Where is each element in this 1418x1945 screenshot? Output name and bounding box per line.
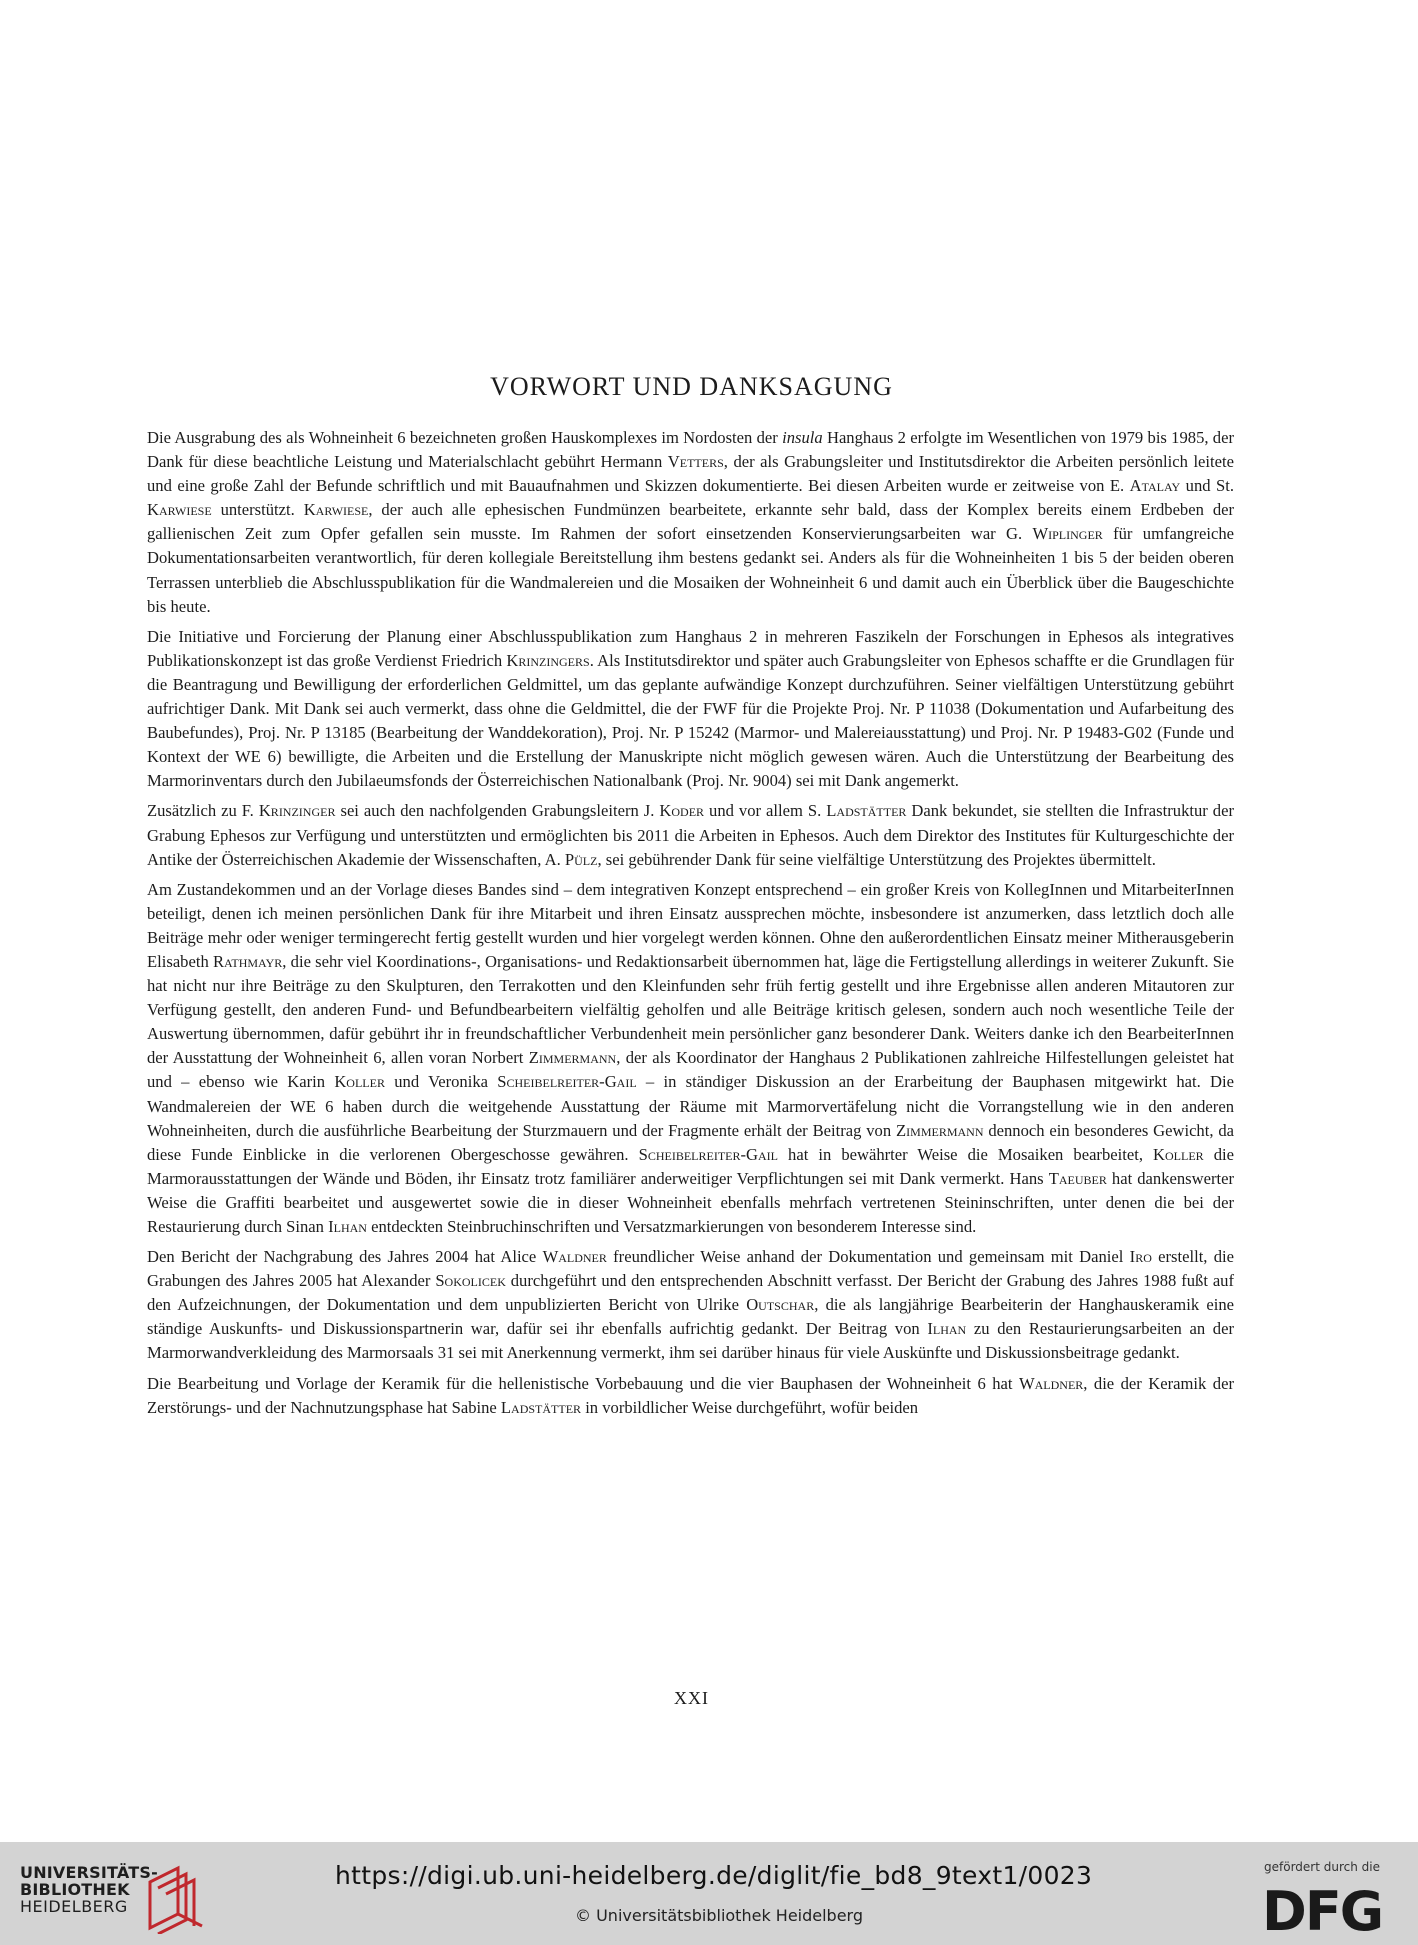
- paragraph-text: , die der Keramik der Zerstörungs- und der Nachnutzungsphase hat Sabine: [147, 1373, 1234, 1417]
- dfg-logo-icon: [1262, 1880, 1402, 1936]
- library-name-line3: HEIDELBERG: [20, 1897, 128, 1916]
- funding-caption: gefördert durch die: [1264, 1860, 1380, 1874]
- library-wordmark: [20, 1864, 158, 1915]
- paragraph-text: freundlicher Weise anhand der Dokumentation und gemeinsam mit Daniel: [606, 1247, 1130, 1267]
- library-book-icon: [142, 1862, 212, 1934]
- page-title: VORWORT UND DANKSAGUNG: [490, 372, 893, 401]
- author-name: Sokolicek: [435, 1271, 506, 1291]
- paragraph-text: Die Ausgrabung des als Wohneinheit 6 bezeichneten großen Hauskomplexes im Nordosten der: [147, 428, 783, 447]
- dfg-funding-logo[interactable]: [1262, 1860, 1402, 1940]
- page-url-link[interactable]: https://digi.ub.uni-heidelberg.de/diglit/fie_bd8_9text1/0023: [335, 1861, 1093, 1890]
- author-name: Ilhan: [927, 1319, 967, 1339]
- library-name-line2: BIBLIOTHEK: [20, 1880, 130, 1899]
- author-name: Scheibelreiter-Gail: [497, 1072, 637, 1092]
- paragraph-text: dennoch ein besonderes Gewicht, da diese Funde Einblicke in die verlorenen Obergeschosse gewähren.: [147, 1120, 1235, 1164]
- paragraph: [147, 878, 1234, 1239]
- paragraph-text: , der auch alle ephesischen Fundmünzen bearbeitete, erkannte sehr bald, dass der Komplex bereits einem Erdbeben der gallienischen Zeit zum Opfer gefallen sein musste. Im Rahmen der sofort einsetzenden Konservierungsarbeiten war G.: [147, 500, 1235, 544]
- paragraph-text: unterstützt.: [211, 500, 304, 520]
- author-name: Rathmayr: [212, 951, 283, 971]
- paragraph-text: , die als langjährige Bearbeiterin der Hanghauskeramik eine ständige Auskunfts- und Diskussionspartnerin war, dafür sei ihr ebenfalls aufrichtig gedankt. Der Beitrag von: [147, 1295, 1234, 1339]
- paragraph-text: zu den Restaurierungsarbeiten an der Marmorwandverkleidung des Marmorsaals 31 sei mit Anerkennung vermerkt, ihm sei darüber hinaus für viele Auskünfte und Diskussionsbeitrage gedankt.: [147, 1319, 1234, 1363]
- paragraph: [147, 426, 1234, 619]
- paragraph-text: die Marmorausstattungen der Wände und Böden, ihr Einsatz trotz familiärer anderweitiger Verpflichtungen sei mit Dank vermerkt. Hans: [147, 1144, 1235, 1188]
- italic-term: insula: [782, 428, 823, 447]
- paragraph-text: hat dankenswerter Weise die Graffiti bearbeitet und ausgewertet sowie die in dieser Wohneinheit ebenfalls mehrfach vertretenen Steininschriften, unter denen die bei der Restaurierung durch Sinan: [147, 1168, 1234, 1236]
- author-name: Iro: [1129, 1247, 1152, 1267]
- author-name: Atalay: [1129, 476, 1181, 496]
- university-library-logo[interactable]: [20, 1862, 200, 1932]
- paragraph-text: Zusätzlich zu F.: [147, 801, 259, 821]
- author-name: Vetters: [667, 452, 724, 472]
- paragraph: [147, 799, 1234, 871]
- paragraph-text: , die sehr viel Koordinations-, Organisations- und Redaktionsarbeit übernommen hat, läge die Fertigstellung allerdings in weiterer Zukunft. Sie hat nicht nur ihre Beiträge zu den Skulpturen, den Terrakotten und den Kleinfunden sehr früh fertig gestellt und ihre Ergebnisse allen anderen Mitautoren zur Verfügung gestellt, den anderen Fund- und Befundbearbeitern vielfältig geholfen und alle Beiträge kritisch gelesen, sondern auch noch wesentliche Teile der Auswertung übernommen, dafür gebührt ihr in freundschaftlicher Verbundenheit mein persönlicher ganz besonderer Dank. Weiters danke ich den BearbeiterInnen der Ausstattung der Wohneinheit 6, allen voran Norbert: [147, 951, 1234, 1068]
- paragraph-text: , der als Grabungsleiter und Institutsdirektor die Arbeiten persönlich leitete und eine große Zahl der Befunde schriftlich und mit Bauaufnahmen und Skizzen dokumentierte. Bei diesen Arbeiten wurde er zeitweise von E.: [147, 452, 1234, 496]
- author-name: Wiplinger: [1032, 524, 1103, 544]
- author-name: Zimmermann: [896, 1120, 984, 1140]
- paragraph-text: hat in bewährter Weise die Mosaiken bearbeitet,: [777, 1144, 1154, 1164]
- author-name: Krinzinger: [258, 801, 336, 821]
- author-name: Koller: [334, 1072, 385, 1092]
- author-name: Zimmermann: [528, 1048, 617, 1068]
- paragraph-text: Den Bericht der Nachgrabung des Jahres 2004 hat Alice: [147, 1247, 543, 1267]
- paragraph: [147, 1245, 1234, 1365]
- page-number: XXI: [674, 1688, 709, 1708]
- author-name: Scheibelreiter-Gail: [638, 1144, 778, 1164]
- paragraph-text: . Als Institutsdirektor und später auch Grabungsleiter von Ephesos schaffte er die Grundlagen für die Beantragung und Bewilligung der erforderlichen Geldmittel, um das geplante aufwändige Konzept durchzuführen. Seiner vielfältigen Unterstützung gebührt aufrichtiger Dank. Mit Dank sei auch vermerkt, dass ohne die Geldmittel, die der FWF für die Projekte Proj. Nr. P 11038 (Dokumentation und Aufarbeitung des Baubefundes), Proj. Nr. P 13185 (Bearbeitung der Wanddekoration), Proj. Nr. P 15242 (Marmor- und Malereiausstattung) und Proj. Nr. P 19483-G02 (Funde und Kontext der WE 6) bewilligte, die Arbeiten und die Erstellung der Manuskripte nicht möglich gewesen wären. Auch die Unterstützung der Bearbeitung des Marmorinventars durch den Jubilaeumsfonds der Österreichischen Nationalbank (Proj. Nr. 9004) sei mit Dank angemerkt.: [147, 650, 1234, 791]
- paragraph-text: sei auch den nachfolgenden Grabungsleitern J.: [335, 801, 660, 821]
- author-name: Outschar: [746, 1295, 815, 1315]
- paragraph-text: erstellt, die Grabungen des Jahres 2005 hat Alexander: [147, 1247, 1234, 1291]
- paragraph-text: – in ständiger Diskussion an der Erarbeitung der Bauphasen mitgewirkt hat. Die Wandmalereien der WE 6 haben durch die weitgehende Ausstattung der Räume mit Marmorvertäfelung nicht die Vorrangstellung wie in den anderen Wohneinheiten, durch die ausführliche Bearbeitung der Sturzmauern und der Fragmente erhält der Beitrag von: [147, 1072, 1235, 1140]
- paragraph-text: und Veronika: [384, 1072, 498, 1092]
- author-name: Koder: [659, 801, 705, 821]
- paragraph-text: durchgeführt und den entsprechenden Abschnitt verfasst. Der Bericht der Grabung des Jahres 1988 fußt auf den Aufzeichnungen, der Dokumentation und dem unpublizierten Bericht von Ulrike: [147, 1271, 1235, 1315]
- author-name: Waldner: [1018, 1373, 1084, 1393]
- author-name: Taeuber: [1048, 1168, 1107, 1188]
- paragraph-text: und St.: [1180, 476, 1234, 496]
- author-name: Ladstätter: [500, 1397, 582, 1417]
- paragraph-text: für umfangreiche Dokumentationsarbeiten verantwortlich, für deren kollegiale Bereitstellung ihm bestens gedankt sei. Anders als für die Wohneinheiten 1 bis 5 der beiden oberen Terrassen unterblieb die Abschlusspublikation für die Wandmalereien und die Mosaiken der Wohneinheit 6 und damit auch ein Überblick über die Baugeschichte bis heute.: [147, 524, 1234, 616]
- paragraph-text: entdeckten Steinbruchinschriften und Versatzmarkierungen von besonderem Interesse sind.: [366, 1217, 977, 1236]
- author-name: Pülz: [564, 849, 598, 869]
- paragraph-text: und vor allem S.: [704, 801, 827, 821]
- paragraph: [147, 625, 1234, 794]
- body-text: [147, 426, 1234, 1426]
- paragraph-text: , der als Koordinator der Hanghaus 2 Publikationen zahlreiche Hilfestellungen geleistet hat und – ebenso wie Karin: [147, 1048, 1234, 1092]
- paragraph-text: in vorbildlicher Weise durchgeführt, wofür beiden: [581, 1397, 919, 1417]
- author-name: Koller: [1153, 1144, 1204, 1164]
- paragraph: [147, 1372, 1234, 1420]
- library-name-line1: UNIVERSITÄTS-: [20, 1863, 158, 1882]
- author-name: Ladstätter: [826, 801, 907, 821]
- copyright-notice: © Universitätsbibliothek Heidelberg: [575, 1906, 864, 1925]
- dfg-logo-text: DFG: [1262, 1880, 1383, 1936]
- paragraph-text: Dank bekundet, sie stellten die Infrastruktur der Grabung Ephesos zur Verfügung und unterstützten und ermöglichten bis 2011 die Arbeiten in Ephesos. Auch dem Direktor des Institutes für Kulturgeschichte der Antike der Österreichischen Akademie der Wissenschaften, A.: [147, 801, 1234, 869]
- paragraph-text: Hanghaus 2 erfolgte im Wesentlichen von 1979 bis 1985, der Dank für diese beachtliche Leistung und Materialschlacht gebührt Hermann: [147, 428, 1234, 472]
- paragraph-text: Am Zustandekommen und an der Vorlage dieses Bandes sind – dem integrativen Konzept entsprechend – ein großer Kreis von KollegInnen und MitarbeiterInnen beteiligt, denen ich meinen persönlichen Dank für ihre Mitarbeit und ihren Einsatz aussprechen möchte, insbesondere ist anzumerken, dass letztlich doch alle Beiträge mehr oder weniger termingerecht fertig gestellt wurden und hier vorgelegt werden können. Ohne den außerordentlichen Einsatz meiner Mitherausgeberin Elisabeth: [147, 879, 1234, 971]
- author-name: Krinzingers: [506, 650, 590, 670]
- viewer-footer: [0, 1842, 1418, 1945]
- paragraph-text: , sei gebührender Dank für seine vielfältige Unterstützung des Projektes übermittelt.: [597, 849, 1156, 869]
- paragraph-text: Die Initiative und Forcierung der Planung einer Abschlusspublikation zum Hanghaus 2 in mehreren Faszikeln der Forschungen in Ephesos als integratives Publikationskonzept ist das große Verdienst Friedrich: [147, 626, 1234, 670]
- author-name: Karwiese: [147, 500, 212, 520]
- paragraph-text: Die Bearbeitung und Vorlage der Keramik für die hellenistische Vorbebauung und die vier Bauphasen der Wohneinheit 6 hat: [147, 1373, 1019, 1393]
- author-name: Waldner: [542, 1247, 607, 1267]
- author-name: Karwiese: [303, 500, 369, 520]
- author-name: Ilhan: [328, 1217, 367, 1236]
